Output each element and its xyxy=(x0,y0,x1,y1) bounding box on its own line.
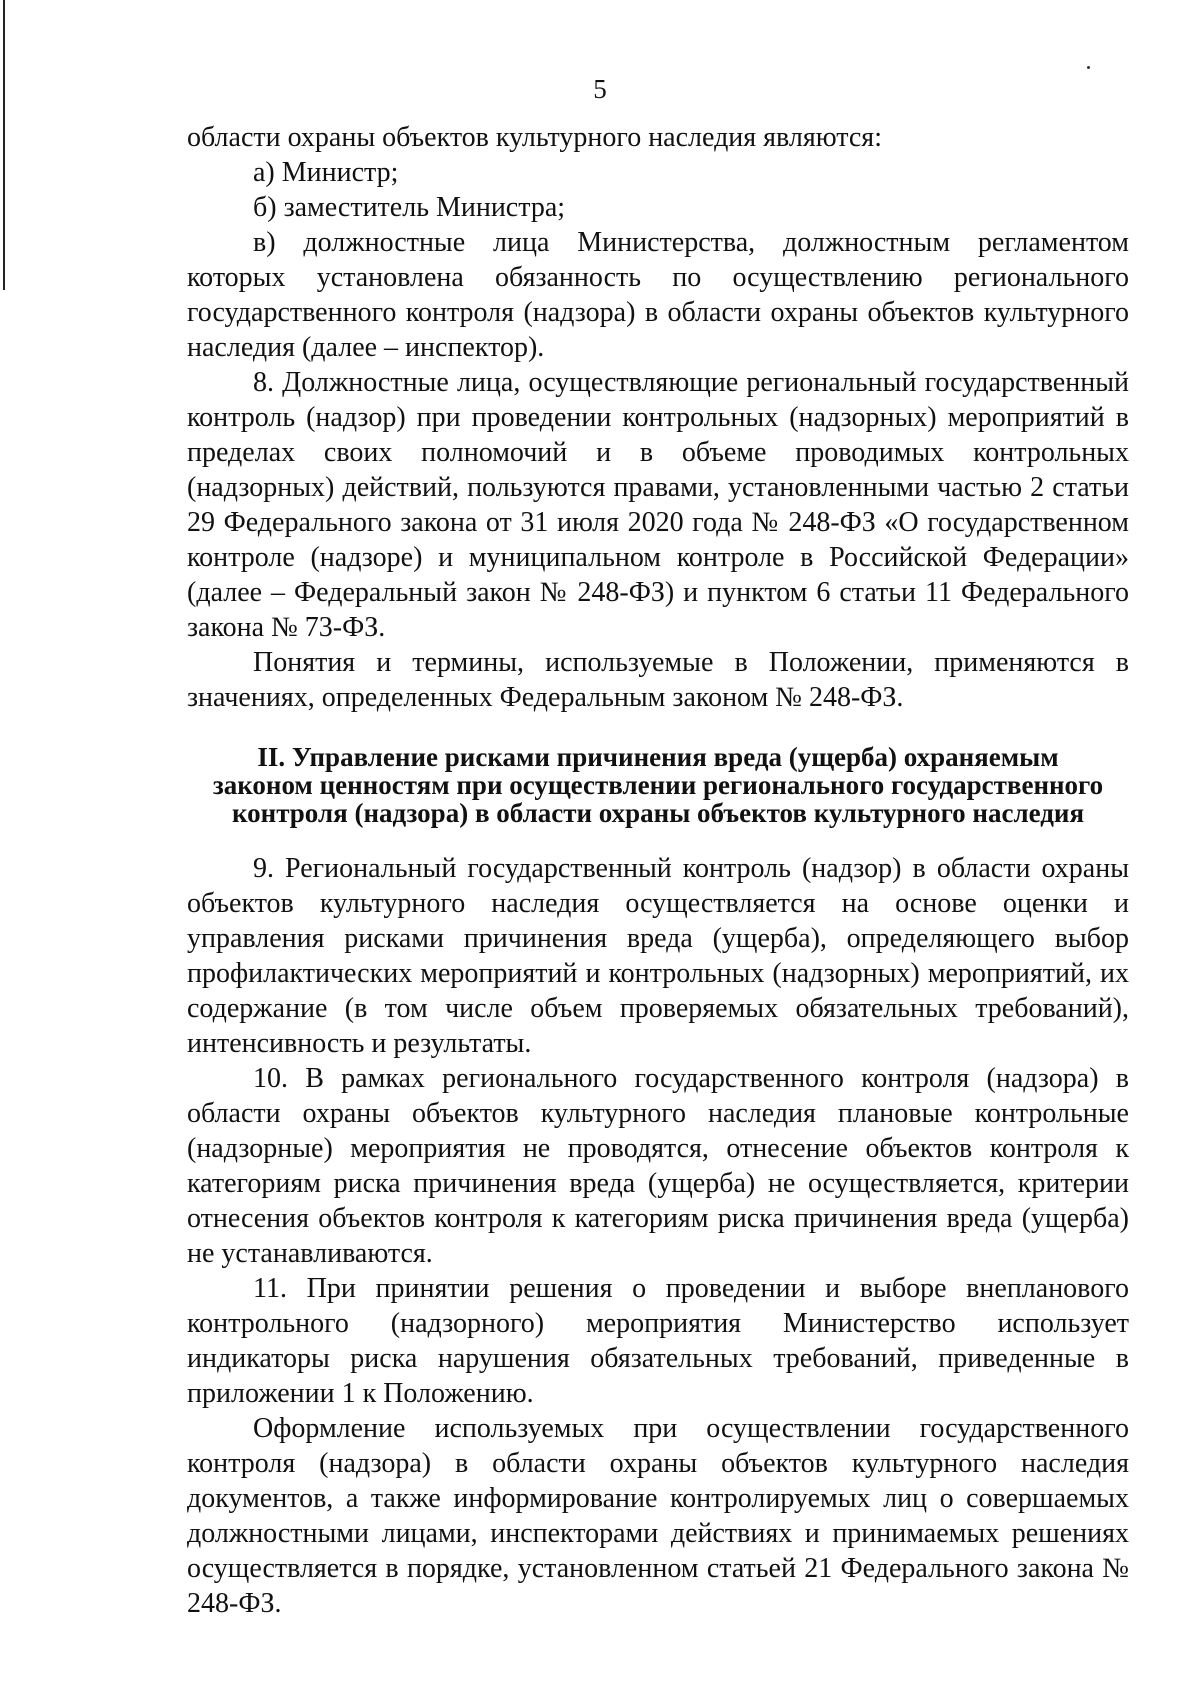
paragraph-documents: Оформление используемых при осуществлении государственного контроля (надзора) в области охраны объектов культурного наследия документов, а также информирование контролируемых лиц о совершаемых должностными лицами, инспекторами действиях и принимаемых решениях осуществляется в порядке, установленном статьей 21 Федерального закона № 248-ФЗ. xyxy=(187,1413,1129,1619)
paragraph-9: 9. Региональный государственный контроль (надзор) в области охраны объектов культурного наследия осуществляется на основе оценки и управления рисками причинения вреда (ущерба), определяющего выбор профилактических мероприятий и контрольных (надзорных) мероприятий, их содержание (в том числе объем проверяемых обязательных требований), интенсивность и результаты. xyxy=(187,853,1129,1059)
list-item-deputy-minister: б) заместитель Министра; xyxy=(253,192,566,223)
section-heading xyxy=(187,743,1129,827)
page-number: 5 xyxy=(593,74,607,104)
scan-edge-line xyxy=(3,0,5,290)
list-item-minister: а) Министр; xyxy=(253,157,399,188)
list-item-officials: в) должностные лица Министерства, должностным регламентом которых установлена обязанность по осуществлению регионального государственного контроля (надзора) в области охраны объектов культурного наследия (далее – инспектор). xyxy=(187,227,1129,363)
paragraph-continuation: области охраны объектов культурного наследия являются: xyxy=(187,122,882,153)
section-heading-line-1: II. Управление рисками причинения вреда (ущерба) охраняемым xyxy=(257,742,1059,772)
paragraph-terms: Понятия и термины, используемые в Положении, применяются в значениях, определенных Федеральным законом № 248-ФЗ. xyxy=(187,647,1129,713)
paragraph-11: 11. При принятии решения о проведении и выборе внепланового контрольного (надзорного) мероприятия Министерство использует индикаторы риска нарушения обязательных требований, приведенные в приложении 1 к Положению. xyxy=(187,1273,1129,1409)
paragraph-8: 8. Должностные лица, осуществляющие региональный государственный контроль (надзор) при проведении контрольных (надзорных) мероприятий в пределах своих полномочий и в объеме проводимых контрольных (надзорных) действий, пользуются правами, установленными частью 2 статьи 29 Федерального закона от 31 июля 2020 года № 248-ФЗ «О государственном контроле (надзоре) и муниципальном контроле в Российской Федерации» (далее – Федеральный закон № 248-ФЗ) и пунктом 6 статьи 11 Федерального закона № 73-ФЗ. xyxy=(187,367,1129,643)
section-heading-line-3: контроля (надзора) в области охраны объектов культурного наследия xyxy=(231,798,1085,828)
document-body xyxy=(187,120,1129,1621)
paragraph-10: 10. В рамках регионального государственного контроля (надзора) в области охраны объектов культурного наследия плановые контрольные (надзорные) мероприятия не проводятся, отнесение объектов контроля к категориям риска причинения вреда (ущерба) не осуществляется, критерии отнесения объектов контроля к категориям риска причинения вреда (ущерба) не устанавливаются. xyxy=(187,1063,1129,1269)
scan-speck xyxy=(1087,66,1090,69)
section-heading-line-2: законом ценностям при осуществлении регионального государственного xyxy=(212,770,1104,800)
